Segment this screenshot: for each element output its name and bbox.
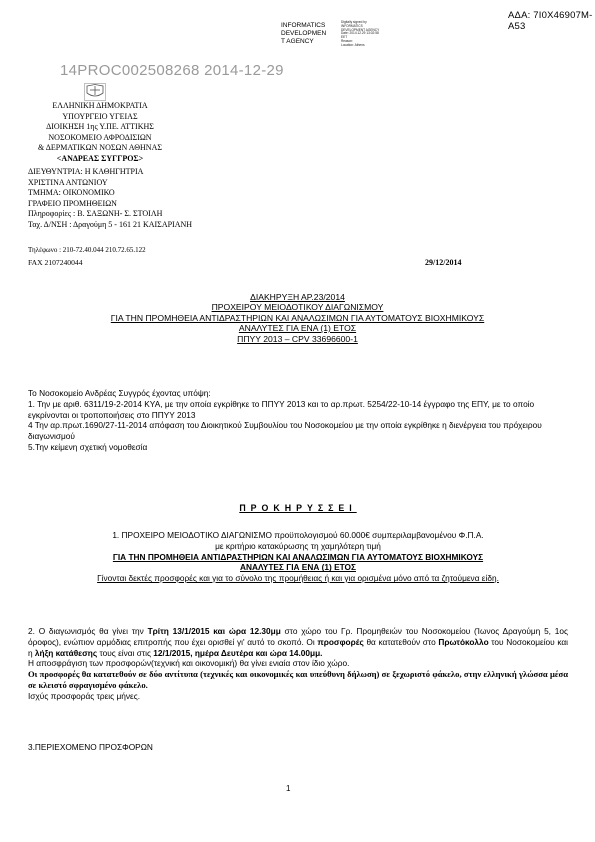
sender-line: ΓΡΑΦΕΙΟ ΠΡΟΜΗΘΕΙΩΝ — [28, 198, 117, 208]
sender-address-line: Ταχ. Δ/ΝΣΗ : Δραγούμη 5 - 161 21 ΚΑΙΣΑΡΙΑΝΗ — [28, 219, 193, 229]
preamble-item: 5.Την κείμενη σχετική νομοθεσία — [28, 441, 148, 452]
preamble-item: 1. Την με αριθ. 6311/19-2-2014 ΚΥΑ, με την οποία εγκρίθηκε το ΠΠΥΥ 2013 και το αρ.πρωτ. 5254/22-10-14 έγγραφο της ΕΠΥ, με το οποίο εγκρίνονται οι τροποποιήσεις στο ΠΠΥΥ 2013 — [28, 398, 535, 420]
sender-line: ΧΡΙΣΤΙΝΑ ΑΝΤΩΝΙΟΥ — [28, 177, 108, 187]
signer-org-line: INFORMATICS — [281, 22, 326, 29]
protocol-stamp: 14PROC002508268 2014-12-29 — [60, 62, 284, 79]
sender-line: ΔΙΕΥΘΥΝΤΡΙΑ: Η ΚΑΘΗΓΗΤΡΙΑ — [28, 167, 144, 176]
title-line: ΑΝΑΛΥΤΕΣ ΓΙΑ ΕΝΑ (1) ΕΤΟΣ — [238, 323, 357, 334]
section1-line: 1. ΠΡΟΧΕΙΡΟ ΜΕΙΟΔΟΤΙΚΟ ΔΙΑΓΩΝΙΣΜΟ προϋπολογισμού 60.000€ συμπεριλαμβανομένου Φ.Π.Α. — [112, 530, 484, 540]
preamble-item: 4 Την αρ.πρωτ.1690/27-11-2014 απόφαση του Διοικητικού Συμβουλίου του Νοσοκομείου με την οποία εγκρίθηκε η διενέργεια του πρόχειρου διαγωνισμού — [28, 420, 542, 442]
section2-line: Ισχύς προσφοράς τρεις μήνες. — [28, 690, 141, 701]
page-number: 1 — [286, 784, 291, 793]
signature-detail-line: Date: 2014.12.29 13:02:58 — [341, 31, 379, 36]
fax-line: FAX 2107240044 — [28, 258, 83, 267]
sender-hospital-name: <ΑΝΔΡΕΑΣ ΣΥΓΓΡΟΣ> — [56, 153, 144, 163]
title-line: ΔΙΑΚΗΡΥΞΗ ΑΡ.23/2014 — [250, 292, 345, 302]
title-line: ΠΡΟΧΕΙΡΟΥ ΜΕΙΟΔΟΤΙΚΟΥ ΔΙΑΓΩΝΙΣΜΟΥ — [211, 302, 384, 313]
sender-line: & ΔΕΡΜΑΤΙΚΩΝ ΝΟΣΩΝ ΑΘΗΝΑΣ — [37, 143, 163, 153]
document-title — [40, 292, 555, 344]
greek-emblem-icon — [84, 83, 106, 101]
section2-line: Οι προσφορές θα κατατεθούν σε δύο αντίτυπα (τεχνικές και οικονομικές και υπεύθυνη δήλωση) σε ξεχωριστό φάκελο, στην ελληνική γλώσσα μέσα σε κλειστό σφραγισμένο φάκελο. — [28, 669, 568, 690]
announce-heading: ΠΡΟΚΗΡΥΣΣΕΙ — [239, 503, 357, 513]
signature-detail-line: Digitally signed by — [341, 20, 367, 24]
sender-left-block — [28, 167, 192, 231]
sender-line: ΥΠΟΥΡΓΕΙΟ ΥΓΕΙΑΣ — [62, 111, 138, 121]
signer-org-line: T AGENCY — [281, 38, 314, 45]
sender-line: ΕΛΛΗΝΙΚΗ ΔΗΜΟΚΡΑΤΙΑ — [52, 101, 148, 110]
signature-detail-line: EET — [341, 35, 348, 40]
section1-line: ΑΝΑΛΥΤΕΣ ΓΙΑ ΕΝΑ (1) ΕΤΟΣ — [240, 562, 356, 573]
sender-info-line: Πληροφορίες : Β. ΣΑΞΩΝΗ- Σ. ΣΤΟΙΛΗ — [28, 209, 163, 219]
section1-line: Γίνονται δεκτές προσφορές και για το σύνολο της προμήθειας ή και για ορισμένα μόνο από τα ζητούμενα είδη. — [97, 573, 499, 584]
sender-line: ΝΟΣΟΚΟΜΕΙΟ ΑΦΡΟΔΙΣΙΩΝ — [48, 132, 152, 142]
section1-line: με κριτήριο κατακύρωσης τη χαμηλότερη τιμή — [215, 540, 381, 551]
signature-detail-line: Location: Athens — [341, 42, 365, 47]
signature-detail-line: INFORMATICS — [341, 23, 363, 28]
signer-org-line: DEVELOPMEN — [281, 30, 327, 37]
ada-code: ΑΔΑ: 7Ι0Χ46907Μ-Α53 — [508, 10, 593, 32]
telephone-line: Τηλέφωνο : 210-72.40.044 210.72.65.122 — [28, 246, 146, 254]
section2-line: Η αποσφράγιση των προσφορών(τεχνική και οικονομική) θα γίνει ενιαία στον ίδιο χώρο. — [28, 658, 350, 669]
section1-line: ΓΙΑ ΤΗΝ ΠΡΟΜΗΘΕΙΑ ΑΝΤΙΔΡΑΣΤΗΡΙΩΝ ΚΑΙ ΑΝΑΛΩΣΙΜΩΝ ΓΙΑ ΑΥΤΟΜΑΤΟΥΣ ΒΙΟΧΗΜΙΚΟΥΣ — [112, 551, 484, 562]
signature-detail-line: Reason: — [341, 38, 353, 43]
section-2 — [28, 626, 568, 702]
title-line: ΠΠΥΥ 2013 – CPV 33696600-1 — [237, 333, 358, 344]
sender-line: ΔΙΟΙΚΗΣΗ 1ης Υ.ΠΕ. ΑΤΤΙΚΗΣ — [46, 122, 154, 132]
signer-organization — [281, 22, 339, 46]
signature-detail-line: DEVELOPMENT AGENCY — [341, 27, 380, 32]
document-date: 29/12/2014 — [425, 258, 462, 267]
preamble — [28, 388, 568, 453]
signature-details — [341, 21, 396, 48]
preamble-intro: Το Νοσοκομείο Ανδρέας Συγγρός έχοντας υπόψη: — [28, 388, 211, 398]
sender-line: ΤΜΗΜΑ: ΟΙΚΟΝΟΜΙΚΟ — [28, 188, 115, 198]
section-1 — [28, 530, 568, 584]
sender-center-block — [20, 101, 180, 165]
section2-paragraph: 2. Ο διαγωνισμός θα γίνει την Τρίτη 13/1/2015 και ώρα 12.30μμ στο χώρο του Γρ. Προμηθειών του Νοσοκομείου (Ίωνος Δραγούμη 5, 1ος όροφος), ενώπιον αρμόδιας επιτροπής που έχει ορισθεί γι' αυτό το σκοπό. Οι προσφορές θα κατατεθούν στο Πρωτόκολλο του Νοσοκομείου και η λήξη κατάθεσης τους είναι στις 12/1/2015, ημέρα Δευτέρα και ώρα 14.00μμ. — [28, 626, 569, 658]
title-line: ΓΙΑ ΤΗΝ ΠΡΟΜΗΘΕΙΑ ΑΝΤΙΔΡΑΣΤΗΡΙΩΝ ΚΑΙ ΑΝΑΛΩΣΙΜΩΝ ΓΙΑ ΑΥΤΟΜΑΤΟΥΣ ΒΙΟΧΗΜΙΚΟΥΣ — [110, 312, 485, 323]
section-3-heading: 3.ΠΕΡΙΕΧΟΜΕΝΟ ΠΡΟΣΦΟΡΩΝ — [28, 742, 153, 752]
